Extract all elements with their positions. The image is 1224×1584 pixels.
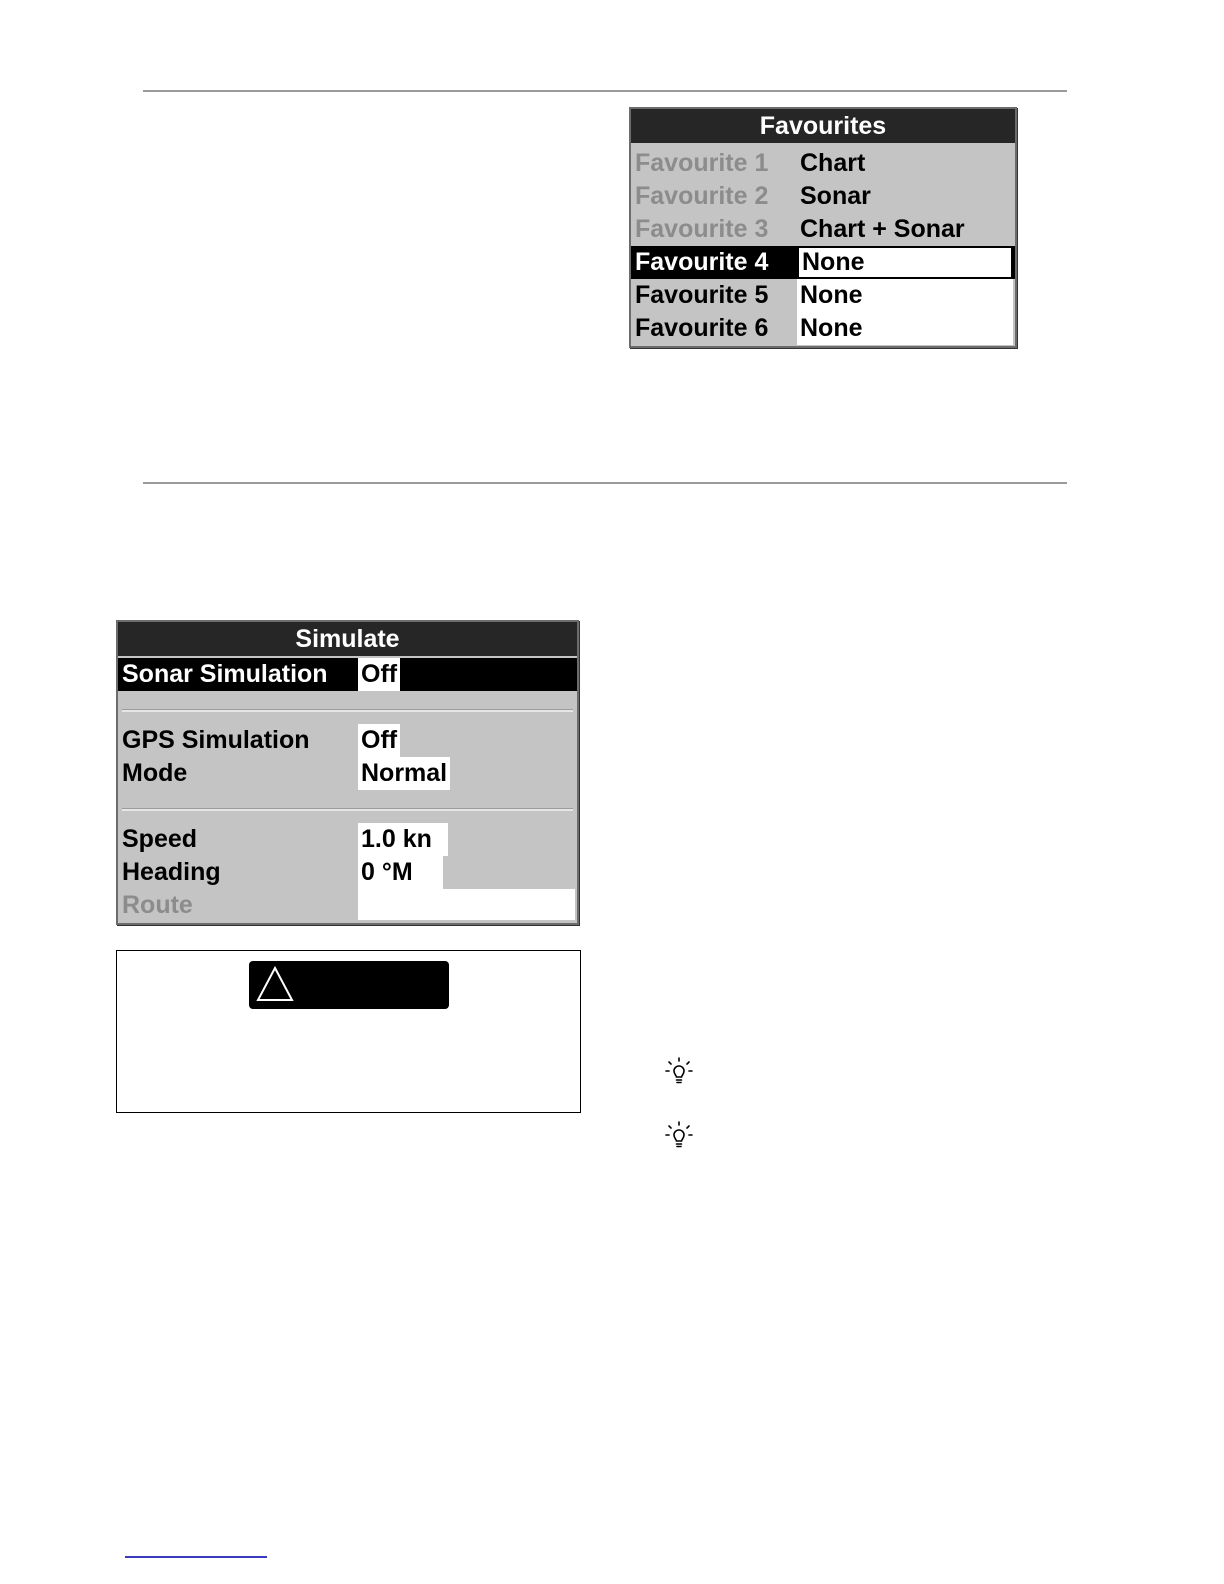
favourite-6-value[interactable]: None [797,312,1013,345]
route-label: Route [122,891,193,919]
divider [122,808,573,811]
favourite-4-value[interactable]: None [797,246,1013,279]
favourite-2-value: Sonar [800,182,871,210]
favourite-row-2 [631,180,1015,213]
favourite-row-4[interactable] [631,246,1015,279]
route-row [118,889,577,922]
favourite-5-label: Favourite 5 [635,281,769,309]
lightbulb-icon [664,1057,694,1087]
heading-value[interactable]: 0 °M [358,856,443,889]
simulate-menu [116,620,579,925]
sonar-simulation-label: Sonar Simulation [122,660,328,688]
section-rule [143,482,1067,484]
lightbulb-icon [664,1121,694,1151]
speed-row[interactable] [118,823,577,856]
sonar-simulation-row[interactable] [118,658,577,691]
speed-value[interactable]: 1.0 kn [358,823,448,856]
favourite-2-label: Favourite 2 [635,182,769,210]
route-value [358,889,575,920]
favourite-row-3 [631,213,1015,246]
divider [122,709,573,712]
gps-simulation-row[interactable] [118,724,577,757]
favourite-6-label: Favourite 6 [635,314,769,342]
favourites-title: Favourites [631,109,1015,143]
speed-label: Speed [122,825,198,853]
favourite-1-label: Favourite 1 [635,149,769,177]
warning-triangle-icon [255,965,295,1003]
footer-link-underline [125,1556,267,1558]
top-rule [143,90,1067,92]
favourite-5-value[interactable]: None [797,279,1013,312]
favourites-menu [629,107,1017,348]
gps-simulation-value[interactable]: Off [358,724,400,757]
mode-label: Mode [122,759,188,787]
simulate-title: Simulate [118,622,577,656]
heading-row[interactable] [118,856,577,889]
favourite-row-5[interactable] [631,279,1015,312]
warning-box [116,950,581,1113]
sonar-simulation-value[interactable]: Off [358,658,400,691]
mode-value[interactable]: Normal [358,757,450,790]
favourite-row-6[interactable] [631,312,1015,345]
favourite-4-label: Favourite 4 [635,248,769,276]
gps-simulation-label: GPS Simulation [122,726,310,754]
favourite-1-value: Chart [800,149,866,177]
mode-row[interactable] [118,757,577,790]
warning-banner [249,961,449,1009]
favourite-3-value: Chart + Sonar [800,215,965,243]
heading-label: Heading [122,858,221,886]
favourite-3-label: Favourite 3 [635,215,769,243]
favourite-row-1 [631,147,1015,180]
